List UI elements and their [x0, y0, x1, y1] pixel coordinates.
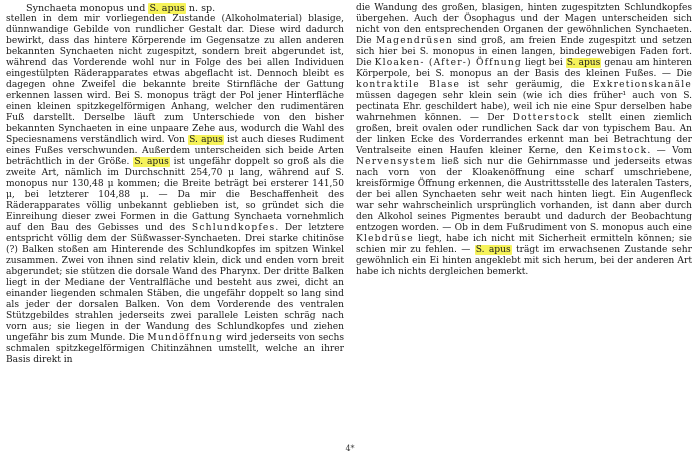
highlight-s-apus-4: S. apus	[475, 245, 511, 255]
emphasis-term: Nervensystem	[356, 157, 437, 167]
emphasis-term: Klebdrüse	[356, 234, 414, 244]
text-run: ist ungefähr doppelt so groß als die zweite Art, nämlich im Durchschnitt 254,70 μ lang, während auf S. monopus nur 130,48 μ kommen; die Breite beträgt bei ersterer 141,50 μ, bei letzterer 104,88 μ. — Da mir die Beschaffenheit des Räderapparates völlig unbekannt geblieben ist, so gründet sich die Einreihung dieser zwei Formen in die Gattung Synchaeta vornehmlich auf den Bau des Gebisses und des	[6, 157, 344, 233]
emphasis-term: Exkretionskanäle	[592, 80, 692, 90]
highlight-s-apus-2: S. apus	[134, 157, 169, 167]
emphasis-term: Magendrüsen	[376, 36, 453, 46]
text-run: trägt im erwachsenen Zustande sehr gewöhnlich ein Ei hinten angeklebt mit sich herum, bei der anderen Art habe ich nichts dergleichen bemerkt.	[356, 245, 692, 277]
right-column	[356, 3, 692, 278]
left-column	[6, 3, 344, 366]
text-run: ist sehr geräumig, die	[468, 80, 585, 90]
left-paragraph	[6, 14, 344, 366]
text-run: . Der letztere entspricht völlig dem der Süßwasser-Synchaeten. Drei starke chitinöse (?) Balken stoßen am Hinterende des Schlundkopfes im spitzen Winkel zusammen. Zwei von ihnen sind relativ klein, dick und enden vorn breit abgerundet; sie stützen die dorsale Wand des Pharynx. Der dritte Balken liegt in der Mediane der Ventralfläche und besteht aus zwei, dicht an einander liegenden schmalen Stäben, die ungefähr doppelt so lang sind als jeder der dorsalen Balken. Von dem Vorderende des ventralen Stützgebildes strahlen jederseits zwei parallele Leisten schräg nach vorn aus; sie liegen in der Wandung des Schlundkopfes und ziehen ungefähr bis zum Munde. Die	[6, 223, 344, 343]
text-run: ist auch dieses Rudiment eines Fußes verschwunden. Außerdem unterscheiden sich beide Arten beträchtlich in der Größe.	[6, 135, 344, 167]
text-run: . — Vom	[647, 146, 692, 156]
page-folio: 4*	[345, 444, 355, 453]
text-run: stellt einen ziemlich großen, breit ovalen oder rundlichen Sack dar von typischem Bau. An der linken Ecke des Vorderrandes erkennt man bei Betrachtung der Ventralseite einen Haufen kleiner Kerne, den	[356, 113, 692, 156]
text-run: die Wandung des großen, blasigen, hinten zugespitzten Schlundkopfes übergehen. Auch der Ösophagus und der Magen unterscheiden sich nicht von den entsprechenden Organen der gewöhnlichen Synchaeten. Die	[356, 3, 692, 46]
emphasis-term: Dotterstock	[512, 113, 580, 123]
text-run: stellen in dem mir vorliegenden Zustande (Alkoholmaterial) blasige, dünnwandige Gebilde von rundlicher Gestalt dar. Diese wird dadurch bewirkt, dass das hintere Körperende im Gegensatze zu allen anderen bekannten Synchaeten nicht zugespitzt, sondern breit abgerundet ist, während das Vorderende wohl nur in Folge des bei allen Individuen eingestülpten Räderapparates etwas abgeflacht ist. Dennoch bleibt es dagegen ohne Zweifel die bekannte breite Stirnfläche der Gattung erkennen lassen wird. Bei S. monopus trägt der Pol jener Hinterfläche einen kleinen spitzkegelförmigen Anhang, welcher den rudimentären Fuß darstellt. Derselbe läuft zum Unterschiede von den bisher bekannten Synchaeten in eine unpaare Zehe aus, wodurch die Wahl des Speciesnamens verständlich wird. Von	[6, 14, 344, 145]
text-run: wird jederseits von sechs schmalen spitzkegelförmigen Chitinzähnen umstellt, welche an ihrer Basis direkt in	[6, 333, 344, 365]
highlight-s-apus-title: S. apus	[149, 3, 185, 14]
right-paragraph	[356, 3, 692, 278]
text-run: liegt, habe ich nicht mit Sicherheit ermitteln können; sie schien mir zu fehlen. —	[356, 234, 692, 255]
emphasis-term: Keimstock	[588, 146, 648, 156]
text-run: sind groß, am freien Ende zugespitzt und setzen sich hier bei S. monopus in einen langen, bindegewebigen Faden fort. Die	[356, 36, 692, 68]
highlight-s-apus-3: S. apus	[566, 58, 601, 68]
text-run: ließ sich nur die Gehirnmasse und jederseits etwas nach vorn von der Kloakenöffnung eine scharf umschriebene, kreisförmige Öffnung erkennen, die Austrittsstelle des lateralen Tasters, der bei allen Synchaeten sehr weit nach hinten liegt. Ein Augenfleck war sehr wahrscheinlich ursprünglich vorhanden, ist dann aber durch den Alkohol seines Pigmentes beraubt und dadurch der Beobachtung entzogen worden. — Ob in dem Fußrudiment von S. monopus auch eine	[356, 157, 692, 233]
emphasis-term: Mundöffnung	[147, 333, 224, 343]
running-title	[6, 3, 344, 14]
text-run: müssen dagegen sehr klein sein (wie ich dies früher¹ auch von S. pectinata Ehr. geschildert habe), weil ich nie eine Spur derselben habe wahrnehmen können. — Der	[356, 91, 692, 123]
text-run: liegt bei	[524, 58, 563, 68]
emphasis-term: kontraktile Blase	[356, 80, 461, 90]
highlight-s-apus-1: S. apus	[189, 135, 223, 145]
title-suffix: n. sp.	[188, 3, 216, 14]
text-run: genau am hinteren Körperpole, bei S. monopus an der Basis des kleinen Fußes. — Die	[356, 58, 692, 79]
emphasis-term: Schlundkopfes	[191, 223, 276, 233]
title-prefix: Synchaeta monopus und	[26, 3, 146, 14]
emphasis-term: Kloaken- (After-) Öffnung	[374, 58, 522, 68]
